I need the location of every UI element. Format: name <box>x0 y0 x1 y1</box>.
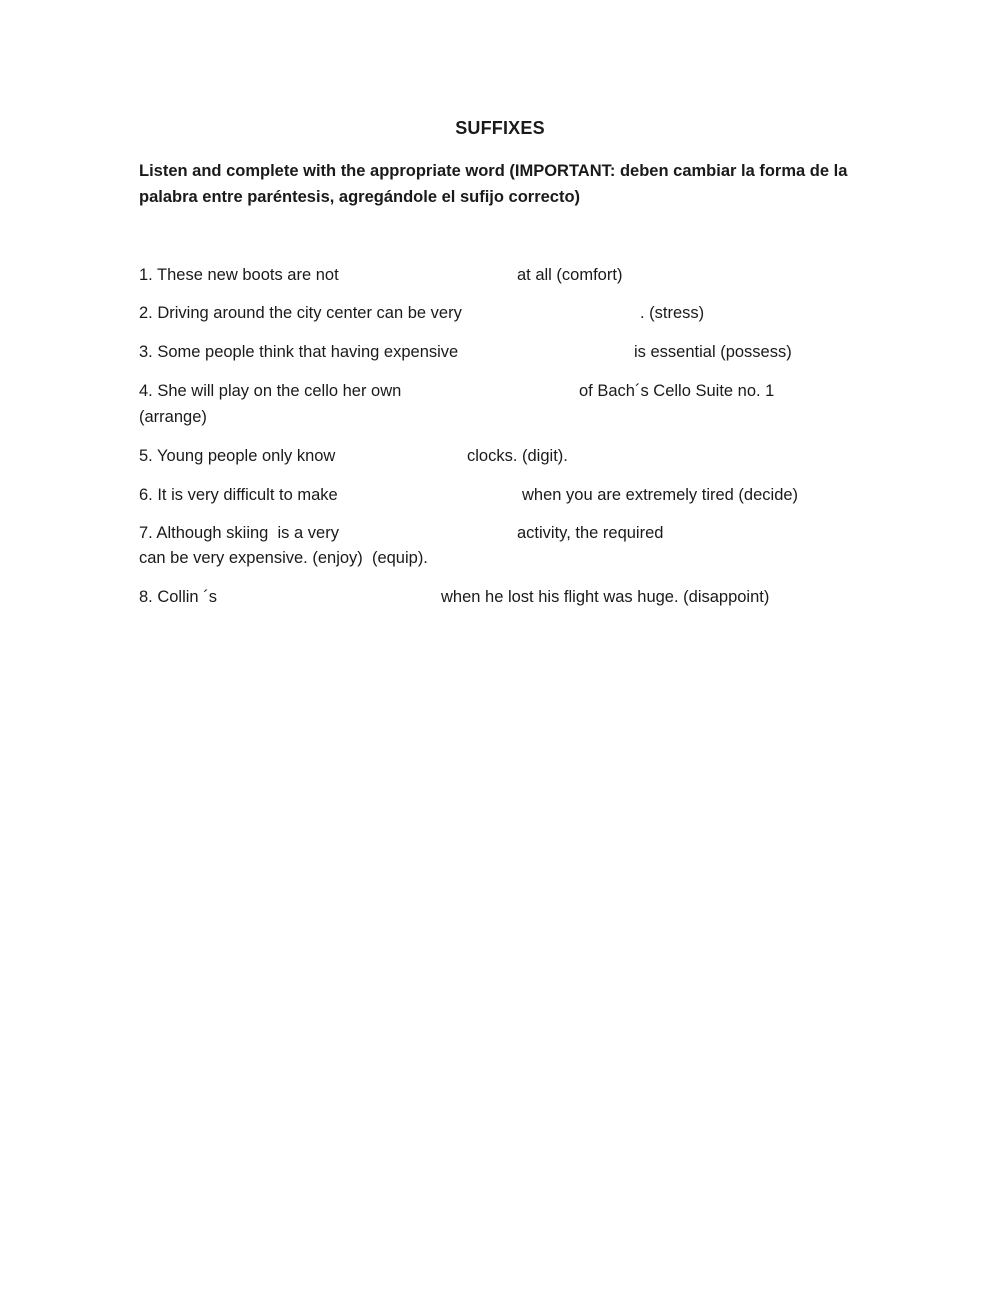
item-8-after: when he lost his flight was huge. (disappoint) <box>441 588 770 606</box>
item-2-before: 2. Driving around the city center can be very <box>139 304 462 322</box>
item-1-after: at all (comfort) <box>517 266 623 284</box>
item-7-before: 7. Although skiing is a very <box>139 524 339 542</box>
item-1-before: 1. These new boots are not <box>139 266 339 284</box>
item-7-after: activity, the required <box>517 524 664 542</box>
item-2-after: . (stress) <box>640 304 705 322</box>
item-4-continuation: (arrange) <box>139 408 207 426</box>
item-3-after: is essential (possess) <box>634 343 792 361</box>
item-4-after: of Bach´s Cello Suite no. 1 <box>579 382 775 400</box>
instructions: Listen and complete with the appropriate word (IMPORTANT: deben cambiar la forma de la palabra entre paréntesis, agregándole el sufijo correcto) <box>139 162 848 206</box>
item-5-after: clocks. (digit). <box>467 447 568 465</box>
item-6-after: when you are extremely tired (decide) <box>522 486 799 504</box>
item-4-before: 4. She will play on the cello her own <box>139 382 402 400</box>
item-6-before: 6. It is very difficult to make <box>139 486 338 504</box>
page-title: SUFFIXES <box>455 118 545 138</box>
item-3-before: 3. Some people think that having expensive <box>139 343 459 361</box>
item-8-before: 8. Collin ´s <box>139 588 217 606</box>
item-5-before: 5. Young people only know <box>139 447 336 465</box>
item-7-continuation: can be very expensive. (enjoy) (equip). <box>139 549 428 567</box>
